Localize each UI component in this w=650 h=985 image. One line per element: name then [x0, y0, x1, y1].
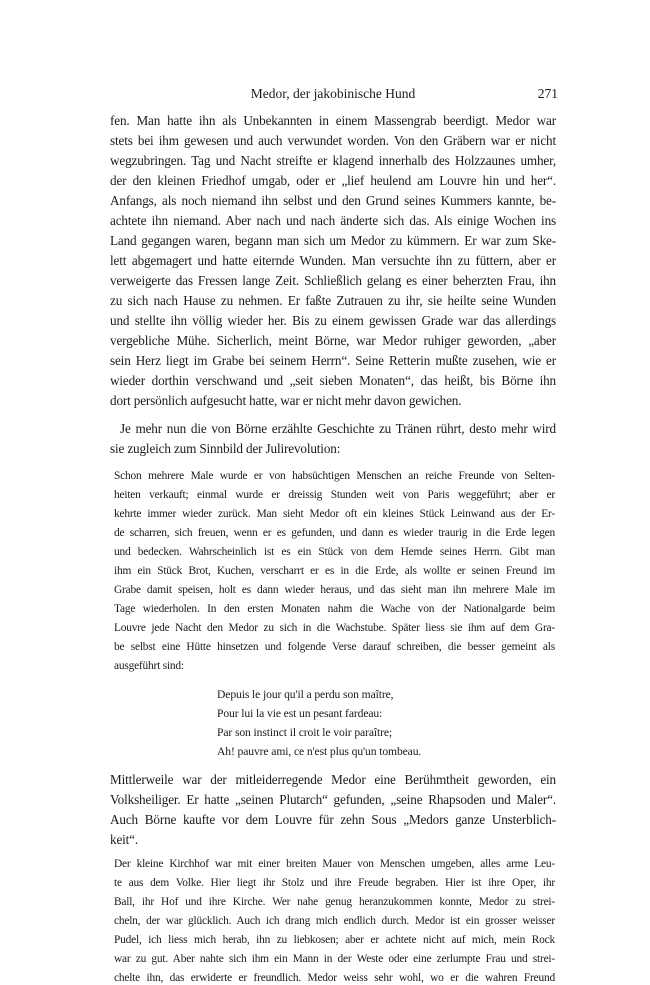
quote-line: Tage wiederholen. In den ersten Monaten nahm die Wache von der Nationalgarde beim [114, 603, 555, 615]
quote-line: be selbst eine Hütte hinsetzen und folgende Verse darauf schreiben, die besser gemeint als [114, 641, 555, 653]
text-line: sie zugleich zum Sinnbild der Julirevolution: [110, 441, 341, 456]
quote-line: ihm ein Stück Brot, Kuchen, verscharrt er es in die Erde, als wollte er seinen Freund im [114, 565, 555, 577]
text-line: fen. Man hatte ihn als Unbekannten in einem Massengrab beerdigt. Medor war [110, 113, 556, 128]
text-line: keit“. [110, 832, 139, 847]
quote-line: ausgeführt sind: [114, 660, 184, 672]
text-line: stets bei ihm gewesen und auch verwundet worden. Von den Gräbern war er nicht [110, 133, 556, 148]
text-line: wegzubringen. Tag und Nacht streifte er klagend innerhalb des Holzzaunes umher, [110, 153, 556, 168]
quote-line: und bedecken. Wahrscheinlich ist es ein Stück von dem Hemde seines Herrn. Gibt man [114, 546, 555, 558]
text-line: Land gegangen waren, begann man sich um Medor zu kümmern. Er war zum Ske- [110, 233, 556, 248]
quote-line: war zu gut. Aber nahte sich ihm ein Mann in der Weste oder eine zerlumpte Frau und strei- [114, 953, 555, 965]
text-line: Anfangs, als noch niemand ihn selbst und den Grund seines Kummers kannte, be- [110, 193, 556, 208]
text-line: wieder dorthin verschwand und „seit sieben Monaten“, das heißt, bis Börne ihn [110, 373, 556, 388]
text-line: sein Herz liegt im Grabe bei seinem Herrn“. Seine Retterin mußte zusehen, wie er [110, 353, 556, 368]
text-line: zu sich nach Hause zu nehmen. Er faßte Zutrauen zu ihr, sie heilte seine Wunden [110, 293, 556, 308]
text-line: Mittlerweile war der mitleiderregende Medor eine Berühmtheit geworden, ein [110, 772, 556, 787]
text-line: Volksheiliger. Er hatte „seinen Plutarch“ gefunden, „seine Rhapsoden und Maler“. [110, 792, 556, 807]
text-line: Auch Börne kaufte vor dem Louvre für zehn Sous „Medors ganze Unsterblich- [110, 812, 556, 827]
quote-line: Schon mehrere Male wurde er von habsüchtigen Menschen an reiche Freunde von Selten- [114, 470, 555, 482]
text-line: dort persönlich aufgesucht hatte, war er nicht mehr davon gewichen. [110, 393, 462, 408]
text-line: verweigerte das Fressen lange Zeit. Schließlich gelang es einer beherzten Frau, ihn [110, 273, 556, 288]
text-line: achtete ihn niemand. Aber nach und nach änderte sich das. Als einige Wochen ins [110, 213, 556, 228]
quote-line: Pudel, ich liess mich herab, ihn zu liebkosen; aber er achtete nicht auf mich, mein Rock [114, 934, 555, 946]
verse-line: Par son instinct il croit le voir paraître; [217, 726, 393, 739]
quote-line: Der kleine Kirchhof war mit einer breiten Mauer von Menschen umgeben, alles arme Leu- [114, 858, 555, 870]
text-line: Je mehr nun die von Börne erzählte Geschichte zu Tränen rührt, desto mehr wird [120, 421, 556, 436]
text-line: vergebliche Mühe. Sicherlich, meint Börne, war Medor ruhiger geworden, „aber [110, 333, 556, 348]
quote-line: Ball, ihr Hof und ihre Kirche. Wer nahe genug heranzukommen konnte, Medor zu strei- [114, 896, 555, 908]
verse-line: Depuis le jour qu'il a perdu son maître, [217, 688, 394, 701]
quote-line: cheln, der war glücklich. Auch ich drang mich endlich durch. Medor ist ein grosser weisser [114, 915, 555, 927]
verse-line: Pour lui la vie est un pesant fardeau: [217, 707, 383, 720]
verse-line: Ah! pauvre ami, ce n'est plus qu'un tombeau. [217, 745, 422, 758]
page-number: 271 [537, 86, 558, 101]
quote-line: heiten verkauft; einmal wurde er dreissig Stunden weit von Paris weggeführt; aber er [114, 489, 555, 501]
text-line: lett abgemagert und hatte eiternde Wunden. Man versuchte ihn zu füttern, aber er [110, 253, 556, 268]
running-title: Medor, der jakobinische Hund [250, 86, 416, 101]
text-line: und stellte ihn völlig wieder her. Bis zu einem gewissen Grade war das allerdings [110, 313, 556, 328]
running-head [108, 86, 558, 106]
quote-line: te aus dem Volke. Hier liegt ihr Stolz und ihre Freude begraben. Hier ist ihre Oper, ihr [114, 877, 555, 889]
quote-line: Louvre jede Nacht den Medor zu sich in die Wachstube. Später liess sie ihm auf dem Gra- [114, 622, 555, 634]
quote-line: de scharren, sich freuen, wenn er es gefunden, und dann es wieder traurig in die Erde legen [114, 527, 555, 539]
quote-line: Grabe damit speisen, holt es dann wieder heraus, und das sieht man ihn mehrere Male im [114, 584, 555, 596]
quote-line: kehrte immer wieder zurück. Man sieht Medor oft ein kleines Stück Leinwand aus der Er- [114, 508, 555, 520]
text-line: der den kleinen Friedhof umgab, oder er „lief heulend am Louvre hin und her“. [110, 173, 556, 188]
quote-line: chelte ihn, das erwiderte er freundlich. Medor weiss sehr wohl, wo er die wahren Freund [114, 972, 555, 984]
